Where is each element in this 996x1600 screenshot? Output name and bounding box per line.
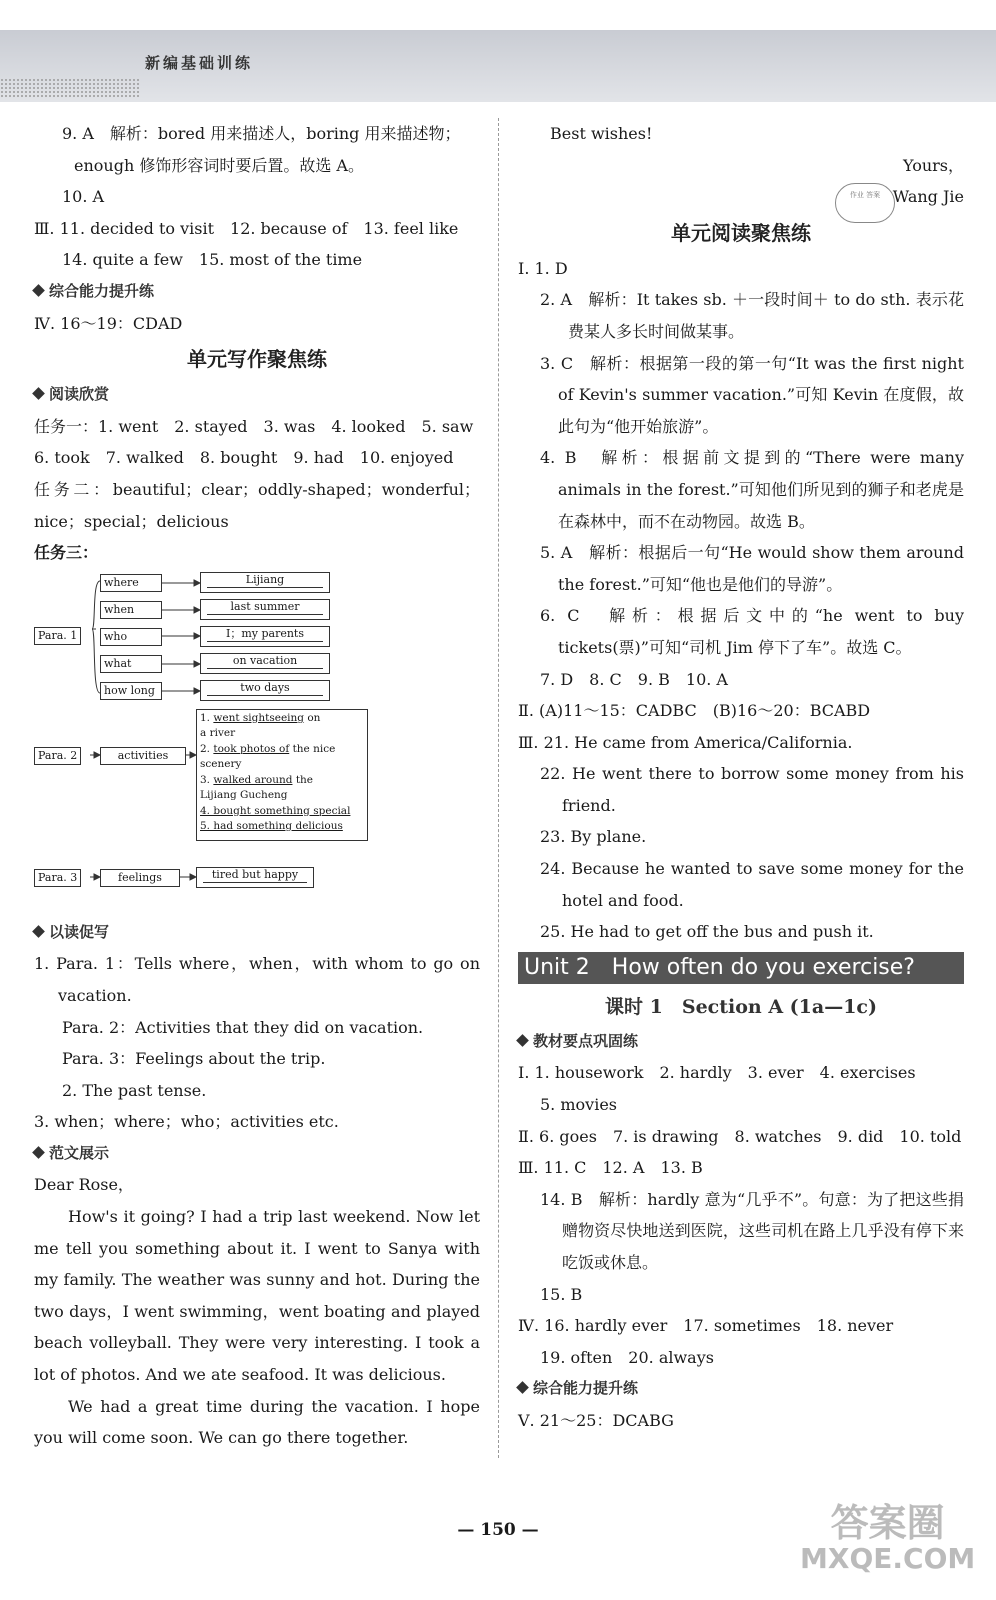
answer-line: 5. movies (540, 1095, 617, 1115)
header-title: 新编基础训练 (145, 54, 254, 72)
question-box: where (100, 574, 162, 592)
letter-closing: Best wishes! (550, 124, 653, 143)
answer-line: 任务一：1. went 2. stayed 3. was 4. looked 5. saw (34, 416, 474, 436)
answer-line: Ⅳ. 16. hardly ever 17. sometimes 18. never (518, 1316, 894, 1336)
unit-banner: Unit 2 How often do you exercise? (518, 952, 964, 984)
answer-line: 9. A 解析：bored 用来描述人，boring 用来描述物； (62, 124, 461, 143)
answer-line: 任务三： (34, 543, 99, 563)
left-column (34, 118, 480, 1454)
answer-line: Ⅲ. 11. decided to visit 12. because of 13. feel like (34, 218, 459, 238)
letter-yours: Yours， (903, 155, 964, 175)
subheading: 阅读欣赏 (34, 379, 480, 411)
watermark-logo: 答案圈 MXQE.COM (800, 1501, 976, 1575)
essay-paragraph: We had a great time during the vacation. I hope you will come soon. We can go there together. (34, 1396, 480, 1448)
answer-line: Ⅴ. 21～25：DCABG (518, 1410, 674, 1430)
answer-line: 3. when；where；who；activities etc. (34, 1112, 339, 1132)
answer-line: 15. B (540, 1284, 583, 1304)
answer-line: Para. 3：Feelings about the trip. (62, 1049, 326, 1069)
diamond-icon (32, 284, 45, 297)
answer-line: Ⅰ. 1. D (518, 258, 568, 278)
section-title: 单元写作聚焦练 (187, 347, 327, 372)
answer-line: enough 修饰形容词时要后置。故选 A。 (74, 155, 364, 175)
letter-signature: Wang Jie (892, 187, 964, 207)
answer-line: 4. B 解析：根据前文提到的“There were many animals in the forest.”可知他们所见到的狮子和老虎是在森林中，而不在动物园。故选 B。 (540, 448, 964, 531)
stamp-logo: 作业 答案 (835, 183, 895, 223)
question-box: when (100, 601, 162, 619)
answer-line: 3. C 解析：根据第一段的第一句“It was the first night of Kevin's summer vacation.”可知 Kevin 在度假，故此句为“他开始旅游”。 (540, 353, 964, 436)
activities-list: 1. went sightseeing on a river 2. took photos of the nice scenery 3. walked around the Lijiang Gucheng 4. bought something special 5. had something delicious (196, 709, 368, 841)
activities-box: activities (100, 747, 186, 765)
answer-line: 25. He had to get off the bus and push it. (540, 922, 874, 942)
diamond-icon (32, 925, 45, 938)
answer-box: Lijiang (200, 572, 330, 593)
answer-line: Para. 2：Activities that they did on vacation. (62, 1017, 424, 1037)
answer-box: on vacation (200, 653, 330, 674)
answer-line: Ⅱ. 6. goes 7. is drawing 8. watches 9. did 10. told (518, 1126, 962, 1146)
answer-line: Ⅳ. 16～19：CDAD (34, 313, 183, 333)
page-number: — 150 — (457, 1520, 539, 1540)
para1-box: Para. 1 (34, 627, 81, 645)
subheading: 教材要点巩固练 (518, 1026, 964, 1058)
answer-box: two days (200, 680, 330, 701)
para3-box: Para. 3 (34, 869, 81, 887)
question-box: how long (100, 682, 162, 700)
essay-paragraph: How's it going? I had a trip last weekend. Now let me tell you something about it. I went to Sanya with my family. The weather was sunny and hot. During the two days，I went swimming，went boating and played beach volleyball. They were very interesting. I took a lot of photos. And we ate seafood. It was delicious. (34, 1207, 480, 1385)
answer-line: 6. took 7. walked 8. bought 9. had 10. enjoyed (34, 448, 454, 468)
answer-line: 1. Para. 1：Tells where，when，with whom to go on vacation. (34, 954, 480, 1005)
answer-line: 24. Because he wanted to save some money for the hotel and food. (540, 859, 964, 910)
para2-box: Para. 2 (34, 747, 81, 765)
question-box: who (100, 628, 162, 646)
feelings-box: feelings (100, 869, 180, 887)
answer-line: 19. often 20. always (540, 1347, 714, 1367)
diamond-icon (516, 1034, 529, 1047)
answer-line: 7. D 8. C 9. B 10. A (540, 669, 728, 689)
diamond-icon (516, 1382, 529, 1395)
answer-line: 14. B 解析：hardly 意为“几乎不”。句意：为了把这些捐赠物资尽快地送到医院，这些司机在路上几乎没有停下来吃饭或休息。 (540, 1189, 964, 1272)
task-diagram (34, 569, 480, 917)
answer-line: Ⅲ. 11. C 12. A 13. B (518, 1158, 703, 1178)
answer-box: last summer (200, 599, 330, 620)
section-title: 单元阅读聚焦练 (671, 220, 811, 245)
diamond-icon (32, 1146, 45, 1159)
answer-line: 2. The past tense. (62, 1080, 207, 1100)
answer-line: Ⅲ. 21. He came from America/California. (518, 732, 853, 752)
answer-line: 6. C 解析：根据后文中的“he went to buy tickets(票)”可知“司机 Jim 停下了车”。故选 C。 (540, 606, 964, 657)
right-column (518, 118, 964, 1437)
answer-line: 23. By plane. (540, 827, 647, 847)
question-box: what (100, 655, 162, 673)
diamond-icon (32, 387, 45, 400)
answer-line: 2. A 解析：It takes sb. ＋一段时间＋ to do sth. 表示花费某人多长时间做某事。 (540, 290, 964, 341)
column-divider (498, 118, 499, 1458)
answer-line: 22. He went there to borrow some money from his friend. (540, 764, 964, 815)
answer-line: Ⅰ. 1. housework 2. hardly 3. ever 4. exercises (518, 1063, 916, 1083)
subheading: 以读促写 (34, 917, 480, 949)
answer-line: 14. quite a few 15. most of the time (62, 250, 363, 270)
answer-box: I；my parents (200, 626, 330, 647)
answer-line: Ⅱ. (A)11～15：CADBC (B)16～20：BCABD (518, 701, 871, 721)
answer-line: 任务二：beautiful；clear；oddly-shaped；wonderful；nice；special；delicious (34, 479, 480, 531)
subheading: 综合能力提升练 (34, 276, 480, 308)
feelings-answer-box: tired but happy (196, 867, 314, 888)
answer-line: 5. A 解析：根据后一句“He would show them around the forest.”可知“他也是他们的导游”。 (540, 543, 964, 594)
essay-salutation: Dear Rose， (34, 1175, 134, 1195)
subheading: 综合能力提升练 (518, 1373, 964, 1405)
answer-line: 10. A (62, 187, 105, 207)
header-dots (0, 78, 140, 98)
subheading: 范文展示 (34, 1138, 480, 1170)
lesson-title: 课时 1 Section A (1a—1c) (605, 995, 877, 1018)
